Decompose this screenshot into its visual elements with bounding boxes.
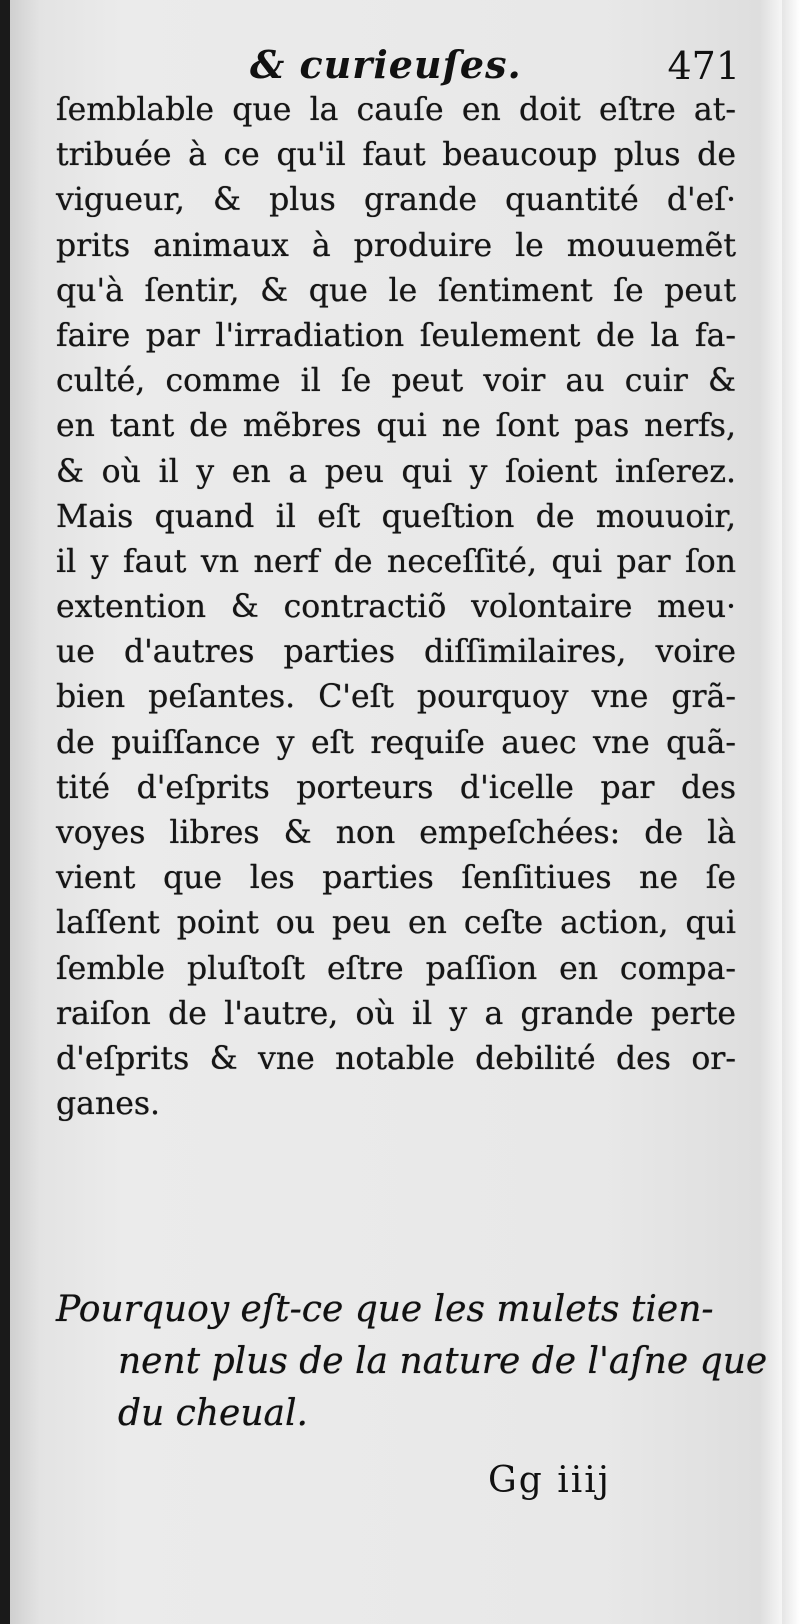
text-line: ſemble pluſtoſt eſtre paſſion en compa- [56,950,736,987]
running-head: & curieuſes. [250,42,522,87]
text-line: culté, comme il ſe peut voir au cuir & [56,363,736,400]
heading-line: nent plus de la nature de l'aſne que [118,1341,768,1382]
signature-mark: Gg iiij [488,1460,611,1501]
page-number: 471 [667,44,740,88]
text-line: & où il y en a peu qui y ſoient inſerez. [56,453,736,490]
heading-line: du cheual. [118,1393,308,1434]
text-line: faire par l'irradiation ſeulement de la fa- [56,317,736,354]
text-line: bien peſantes. C'eſt pourquoy vne grã- [56,679,736,716]
text-line: prits animaux à produire le mouuemẽt [56,227,736,264]
page-gutter-shadow [0,0,10,1624]
text-line: voyes libres & non empeſchées: de là [56,815,736,851]
text-line: d'eſprits & vne notable debilité des or- [56,1040,736,1077]
text-line: ganes. [56,1086,161,1123]
text-line: Mais quand il eſt queſtion de mouuoir, [56,498,736,535]
page-edge [782,0,800,1624]
text-line: raiſon de l'autre, où il y a grande perte [56,995,736,1032]
text-line: tité d'eſprits porteurs d'icelle par des [56,769,736,806]
text-line: laſſent point ou peu en ceſte action, qui [56,905,736,942]
heading-line: Pourquoy eſt-ce que les mulets tien- [56,1289,714,1330]
text-line: de puiſſance y eſt requiſe auec vne quã- [56,724,736,761]
body-paragraph [56,88,736,1127]
text-line: ſemblable que la cauſe en doit eſtre at- [56,92,736,128]
text-line: qu'à ſentir, & que le ſentiment ſe peut [56,272,736,309]
text-line: vient que les parties ſenſitiues ne ſe [56,860,736,897]
text-line: ue d'autres parties diſſimilaires, voire [56,634,736,671]
text-line: il y faut vn nerf de neceſſité, qui par ſon [56,543,736,580]
text-line: en tant de mẽbres qui ne ſont pas nerfs, [56,408,736,445]
text-line: vigueur, & plus grande quantité d'eſ· [56,182,736,219]
text-line: tribuée à ce qu'il faut beaucoup plus de [56,137,736,174]
section-heading [56,1284,768,1440]
text-line: extention & contractiõ volontaire meu· [56,589,736,626]
